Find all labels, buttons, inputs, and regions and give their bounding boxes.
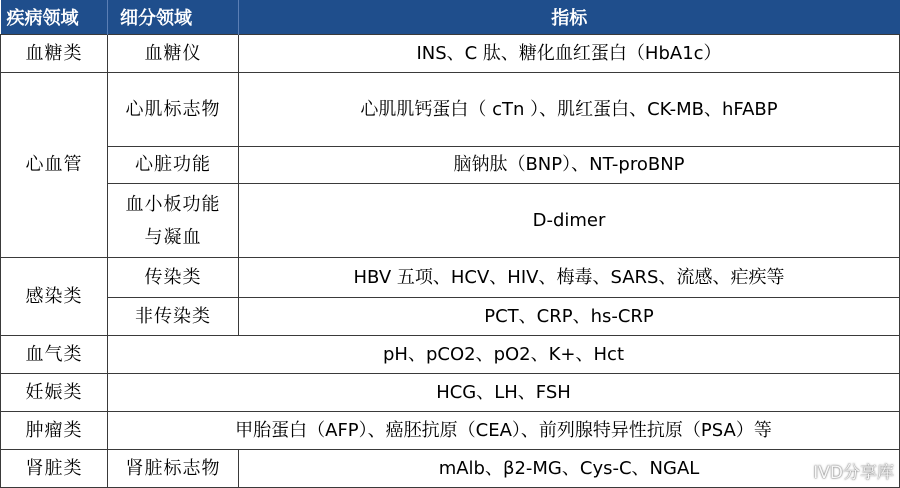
indicator-cell: pH、pCO2、pO2、K+、Hct xyxy=(108,336,900,374)
disease-domain-cell: 心血管 xyxy=(1,73,108,258)
indicator-cell: INS、C 肽、糖化血红蛋白（HbA1c） xyxy=(239,35,900,73)
indicator-cell: mAlb、β2-MG、Cys-C、NGAL xyxy=(239,450,900,488)
sub-domain-line-2: 与凝血 xyxy=(144,226,202,248)
indicator-cell: HBV 五项、HCV、HIV、梅毒、SARS、流感、疟疾等 xyxy=(239,258,900,298)
sub-domain-line-1: 血小板功能 xyxy=(125,193,221,215)
sub-domain-cell: 非传染类 xyxy=(108,298,239,336)
sub-domain-cell: 心肌标志物 xyxy=(108,73,239,147)
table-row xyxy=(1,412,900,450)
wechat-icon xyxy=(781,460,807,482)
table-row xyxy=(1,147,900,184)
disease-domain-cell: 血糖类 xyxy=(1,35,108,73)
table-header-row xyxy=(1,0,900,35)
table-row xyxy=(1,374,900,412)
table-row xyxy=(1,450,900,488)
indicator-cell: D-dimer xyxy=(239,184,900,258)
watermark-text: IVD分享库 xyxy=(813,463,894,483)
table-row xyxy=(1,73,900,147)
sub-domain-cell: 传染类 xyxy=(108,258,239,298)
table-row xyxy=(1,298,900,336)
disease-domain-cell: 血气类 xyxy=(1,336,108,374)
indicator-cell: 心肌肌钙蛋白（ cTn ）、肌红蛋白、CK-MB、hFABP xyxy=(239,73,900,147)
indicator-cell: PCT、CRP、hs-CRP xyxy=(239,298,900,336)
header-disease-domain: 疾病领域 xyxy=(1,0,108,35)
disease-domain-cell: 感染类 xyxy=(1,258,108,336)
indicator-cell: HCG、LH、FSH xyxy=(108,374,900,412)
table-row xyxy=(1,35,900,73)
table-row xyxy=(1,258,900,298)
sub-domain-cell xyxy=(108,184,239,258)
disease-domain-cell: 肾脏类 xyxy=(1,450,108,488)
table-row xyxy=(1,336,900,374)
watermark xyxy=(781,458,894,483)
disease-domain-cell: 肿瘤类 xyxy=(1,412,108,450)
sub-domain-cell: 心脏功能 xyxy=(108,147,239,184)
table-row xyxy=(1,184,900,258)
sub-domain-cell: 血糖仪 xyxy=(108,35,239,73)
header-indicator: 指标 xyxy=(239,0,900,35)
sub-domain-cell: 肾脏标志物 xyxy=(108,450,239,488)
disease-domain-cell: 妊娠类 xyxy=(1,374,108,412)
header-sub-domain: 细分领域 xyxy=(108,0,239,35)
indicator-cell: 脑钠肽（BNP）、NT-proBNP xyxy=(239,147,900,184)
indicator-cell: 甲胎蛋白（AFP）、癌胚抗原（CEA）、前列腺特异性抗原（PSA）等 xyxy=(108,412,900,450)
